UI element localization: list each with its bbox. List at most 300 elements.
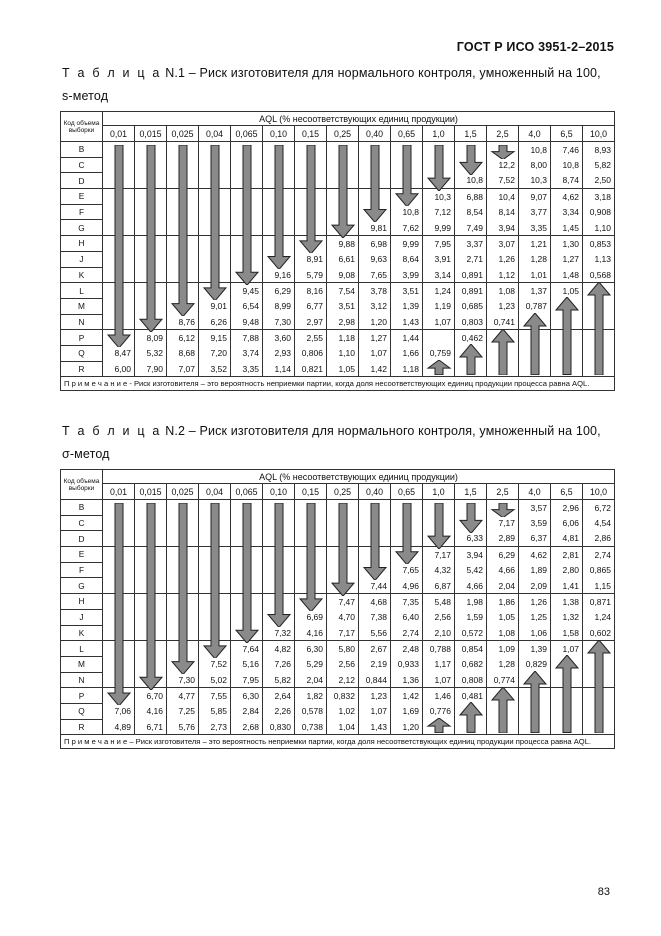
column-header: 1,0 [423, 126, 455, 142]
table-cell [199, 267, 231, 283]
row-label: Q [61, 345, 103, 361]
table-cell: 2,55 [295, 330, 327, 346]
table-cell: 0,803 [455, 314, 487, 330]
table-cell [199, 625, 231, 641]
column-header: 1,0 [423, 484, 455, 500]
table-cell: 6,33 [455, 531, 487, 547]
table-cell: 3,99 [391, 267, 423, 283]
row-label: E [61, 189, 103, 205]
table-cell: 2,74 [391, 625, 423, 641]
table-row [61, 688, 615, 704]
table-cell [231, 157, 263, 173]
table-cell [551, 672, 583, 688]
table-cell [263, 578, 295, 594]
table-cell: 10,3 [519, 173, 551, 189]
table-cell: 1,10 [583, 220, 615, 236]
table1-caption-prefix: Т а б л и ц а [62, 66, 162, 80]
table-cell: 6,88 [455, 189, 487, 205]
table-cell [263, 562, 295, 578]
row-label: L [61, 283, 103, 299]
table-cell: 0,865 [583, 562, 615, 578]
table-cell [327, 173, 359, 189]
table-cell: 0,602 [583, 625, 615, 641]
table-cell [487, 330, 519, 346]
table-row [61, 547, 615, 563]
table-cell [551, 345, 583, 361]
column-header: 0,065 [231, 126, 263, 142]
table-cell: 3,94 [455, 547, 487, 563]
table-cell [295, 531, 327, 547]
table-cell [231, 173, 263, 189]
table-cell [519, 672, 551, 688]
column-header: 6,5 [551, 126, 583, 142]
table-cell: 1,15 [583, 578, 615, 594]
table-cell [231, 531, 263, 547]
table-cell: 3,59 [519, 515, 551, 531]
table-cell: 3,34 [551, 204, 583, 220]
table-cell: 1,46 [423, 688, 455, 704]
table-cell [583, 672, 615, 688]
table-cell: 10,8 [391, 204, 423, 220]
table-cell [583, 703, 615, 719]
table-cell: 8,93 [583, 142, 615, 158]
table-cell: 4,54 [583, 515, 615, 531]
table-cell [135, 625, 167, 641]
table-cell: 6,00 [103, 361, 135, 377]
table-cell [167, 641, 199, 657]
row-label: M [61, 298, 103, 314]
table-cell: 5,32 [135, 345, 167, 361]
table-cell: 1,14 [263, 361, 295, 377]
table-cell: 0,568 [583, 267, 615, 283]
table-cell [231, 562, 263, 578]
table-cell: 1,06 [519, 625, 551, 641]
table-cell [263, 515, 295, 531]
table-cell: 0,891 [455, 267, 487, 283]
row-label: G [61, 578, 103, 594]
table-row [61, 578, 615, 594]
table-cell [103, 500, 135, 516]
table-cell [135, 562, 167, 578]
table-cell: 1,04 [327, 719, 359, 735]
table-row [61, 330, 615, 346]
row-label: D [61, 531, 103, 547]
table-cell: 3,77 [519, 204, 551, 220]
table-cell: 9,88 [327, 236, 359, 252]
table-cell: 7,44 [359, 578, 391, 594]
table-cell [487, 142, 519, 158]
table-cell: 1,89 [519, 562, 551, 578]
table-cell [455, 361, 487, 377]
table-cell: 8,64 [391, 251, 423, 267]
table-row [61, 515, 615, 531]
table-cell: 7,25 [167, 703, 199, 719]
table-cell [519, 314, 551, 330]
table-cell [167, 173, 199, 189]
table-cell [359, 515, 391, 531]
table-cell: 0,830 [263, 719, 295, 735]
table-cell: 2,74 [583, 547, 615, 563]
table-cell: 5,56 [359, 625, 391, 641]
table-cell [295, 236, 327, 252]
table-cell: 1,42 [359, 361, 391, 377]
table-cell [167, 189, 199, 205]
table-cell: 1,37 [519, 283, 551, 299]
table-cell [199, 515, 231, 531]
table-cell [263, 173, 295, 189]
note-label: П р и м е ч а н и е [64, 379, 128, 389]
table-cell [103, 157, 135, 173]
table-cell: 10,4 [487, 189, 519, 205]
column-header: 2,5 [487, 126, 519, 142]
table-cell: 4,66 [487, 562, 519, 578]
table-cell: 4,96 [391, 578, 423, 594]
table-cell: 1,08 [487, 283, 519, 299]
table-cell: 2,19 [359, 656, 391, 672]
table-cell [231, 547, 263, 563]
table-cell: 1,45 [551, 220, 583, 236]
table-cell [135, 189, 167, 205]
table-cell [391, 142, 423, 158]
table-cell: 3,57 [519, 500, 551, 516]
table-cell [263, 157, 295, 173]
row-label: M [61, 656, 103, 672]
table-cell [231, 515, 263, 531]
table-cell [231, 142, 263, 158]
table-cell: 6,30 [231, 688, 263, 704]
table-cell [199, 609, 231, 625]
table-note [61, 377, 615, 391]
row-label: K [61, 625, 103, 641]
table-cell [231, 220, 263, 236]
table-cell: 7,30 [263, 314, 295, 330]
table-cell: 6,87 [423, 578, 455, 594]
row-label: N [61, 672, 103, 688]
table-cell: 12,2 [487, 157, 519, 173]
table2-caption-prefix: Т а б л и ц а [62, 424, 162, 438]
table-cell: 9,01 [199, 298, 231, 314]
table-cell: 0,738 [295, 719, 327, 735]
table-cell: 7,64 [231, 641, 263, 657]
table-cell: 1,24 [423, 283, 455, 299]
table-row [61, 531, 615, 547]
table-cell [359, 547, 391, 563]
table-cell: 9,99 [391, 236, 423, 252]
table-cell [327, 189, 359, 205]
table-cell: 0,774 [487, 672, 519, 688]
table-cell: 1,12 [487, 267, 519, 283]
table-cell: 1,26 [519, 594, 551, 610]
table-cell: 8,14 [487, 204, 519, 220]
row-label: C [61, 157, 103, 173]
table-cell: 1,86 [487, 594, 519, 610]
table-cell: 3,51 [327, 298, 359, 314]
table-row [61, 500, 615, 516]
row-label: J [61, 609, 103, 625]
table-cell [295, 594, 327, 610]
table-cell [551, 298, 583, 314]
table-cell [199, 500, 231, 516]
table-cell [295, 189, 327, 205]
table-cell: 6,06 [551, 515, 583, 531]
table-cell [391, 547, 423, 563]
table-cell [103, 330, 135, 346]
table1-caption-method: s-метод [62, 89, 109, 103]
table-cell: 7,55 [199, 688, 231, 704]
table-cell: 2,56 [327, 656, 359, 672]
table-cell: 2,81 [551, 547, 583, 563]
table-cell [359, 562, 391, 578]
table-cell: 8,99 [263, 298, 295, 314]
table-cell [167, 500, 199, 516]
table-cell: 2,04 [295, 672, 327, 688]
table-cell [359, 204, 391, 220]
table-cell [455, 515, 487, 531]
table2-caption-text: N.2 – Риск изготовителя для нормального контроля, умноженный на 100, [161, 424, 601, 438]
table-cell: 0,759 [423, 345, 455, 361]
document-header: ГОСТ Р ИСО 3951-2–2015 [456, 40, 614, 54]
table-cell [103, 625, 135, 641]
table-cell [327, 562, 359, 578]
table-cell: 1,02 [327, 703, 359, 719]
table-cell: 2,12 [327, 672, 359, 688]
table-cell [455, 500, 487, 516]
table-cell: 6,37 [519, 531, 551, 547]
table-cell: 3,12 [359, 298, 391, 314]
table-cell: 4,81 [551, 531, 583, 547]
table-cell [327, 547, 359, 563]
row-label: G [61, 220, 103, 236]
table-cell: 6,29 [263, 283, 295, 299]
table-cell [295, 562, 327, 578]
table-cell [135, 547, 167, 563]
table-cell: 6,26 [199, 314, 231, 330]
table-cell: 7,38 [359, 609, 391, 625]
row-label: J [61, 251, 103, 267]
table-cell: 0,908 [583, 204, 615, 220]
table-cell: 1,01 [519, 267, 551, 283]
table-cell: 6,72 [583, 500, 615, 516]
row-label: B [61, 500, 103, 516]
table-cell [135, 283, 167, 299]
table-cell [551, 361, 583, 377]
table-cell [487, 345, 519, 361]
aql-header: AQL (% несоответствующих единиц продукции) [103, 470, 615, 484]
table-cell [327, 515, 359, 531]
note-text: - Риск изготовителя – это вероятность неприемки партии, когда доля несоответствующих единиц продукции процесса равна AQL. [127, 379, 590, 389]
table-cell [167, 531, 199, 547]
table2-caption [62, 424, 601, 438]
table1 [60, 111, 615, 391]
table-cell: 1,27 [359, 330, 391, 346]
table-cell [327, 142, 359, 158]
table-cell [231, 251, 263, 267]
column-header: 4,0 [519, 484, 551, 500]
table-cell: 7,17 [327, 625, 359, 641]
table-cell [263, 594, 295, 610]
table-cell [455, 157, 487, 173]
table-cell: 0,572 [455, 625, 487, 641]
table-cell [455, 703, 487, 719]
table-cell: 5,42 [455, 562, 487, 578]
table-cell: 9,15 [199, 330, 231, 346]
table-row [61, 220, 615, 236]
table-cell [167, 515, 199, 531]
table-cell: 1,13 [583, 251, 615, 267]
table-cell: 5,29 [295, 656, 327, 672]
table-cell: 1,39 [391, 298, 423, 314]
table-cell [135, 578, 167, 594]
row-label: D [61, 173, 103, 189]
table-cell: 6,98 [359, 236, 391, 252]
table-cell [423, 173, 455, 189]
table-row [61, 204, 615, 220]
row-label: P [61, 330, 103, 346]
table-cell [135, 656, 167, 672]
table-cell: 4,16 [295, 625, 327, 641]
table-cell [167, 220, 199, 236]
table-cell [423, 500, 455, 516]
table-cell: 0,853 [583, 236, 615, 252]
table-cell [167, 251, 199, 267]
table-cell: 8,16 [295, 283, 327, 299]
table-cell: 7,88 [231, 330, 263, 346]
column-header: 0,10 [263, 484, 295, 500]
table-cell: 8,76 [167, 314, 199, 330]
table-cell: 5,16 [231, 656, 263, 672]
table-cell: 1,42 [391, 688, 423, 704]
table-cell [583, 656, 615, 672]
table-cell: 2,89 [487, 531, 519, 547]
table-cell: 3,60 [263, 330, 295, 346]
table-cell: 0,462 [455, 330, 487, 346]
table-cell [487, 719, 519, 735]
table-cell: 4,62 [519, 547, 551, 563]
table-cell [295, 173, 327, 189]
table-cell [551, 688, 583, 704]
table-cell [583, 641, 615, 657]
table-cell [199, 173, 231, 189]
table-cell: 1,24 [583, 609, 615, 625]
row-label: B [61, 142, 103, 158]
table-cell [295, 157, 327, 173]
table-cell [327, 204, 359, 220]
table-cell: 5,80 [327, 641, 359, 657]
table-cell [103, 251, 135, 267]
table-cell [327, 500, 359, 516]
row-label: F [61, 562, 103, 578]
table-cell: 1,20 [359, 314, 391, 330]
note-label: П р и м е ч а н и е [64, 737, 128, 747]
table-cell: 0,788 [423, 641, 455, 657]
table-cell [135, 314, 167, 330]
table-cell [455, 142, 487, 158]
table-cell: 3,94 [487, 220, 519, 236]
table-row [61, 298, 615, 314]
table-cell: 6,40 [391, 609, 423, 625]
table-cell [135, 609, 167, 625]
table-cell [391, 500, 423, 516]
table-cell: 7,90 [135, 361, 167, 377]
row-label: P [61, 688, 103, 704]
table-cell: 1,39 [519, 641, 551, 657]
table-cell [199, 220, 231, 236]
table-cell: 1,10 [327, 345, 359, 361]
table-cell [583, 314, 615, 330]
table-cell: 7,52 [199, 656, 231, 672]
table-cell [103, 236, 135, 252]
table-cell [199, 578, 231, 594]
table-cell [263, 547, 295, 563]
column-header: 0,025 [167, 126, 199, 142]
aql-header: AQL (% несоответствующих единиц продукции) [103, 112, 615, 126]
table-cell: 0,871 [583, 594, 615, 610]
table-cell: 4,89 [103, 719, 135, 735]
table-cell: 7,65 [359, 267, 391, 283]
table-cell [359, 500, 391, 516]
table-cell: 1,28 [519, 251, 551, 267]
table-cell: 3,74 [231, 345, 263, 361]
table-cell [103, 283, 135, 299]
table-row [61, 594, 615, 610]
table-cell: 2,67 [359, 641, 391, 657]
table-cell [519, 345, 551, 361]
table-cell [167, 142, 199, 158]
table-cell [231, 609, 263, 625]
table-cell [135, 142, 167, 158]
table-cell [103, 314, 135, 330]
table-cell: 1,07 [423, 314, 455, 330]
table-cell [199, 531, 231, 547]
table-cell: 1,05 [487, 609, 519, 625]
table-cell [167, 656, 199, 672]
table-cell: 10,8 [519, 142, 551, 158]
column-header: 0,025 [167, 484, 199, 500]
table-cell [231, 204, 263, 220]
row-label: F [61, 204, 103, 220]
table-cell: 3,52 [199, 361, 231, 377]
column-header: 0,10 [263, 126, 295, 142]
table-cell [135, 204, 167, 220]
table-cell [135, 641, 167, 657]
table-cell [103, 547, 135, 563]
table-cell [423, 157, 455, 173]
table-cell: 0,854 [455, 641, 487, 657]
table-cell [487, 688, 519, 704]
table-cell: 0,933 [391, 656, 423, 672]
column-header: 0,015 [135, 126, 167, 142]
table-cell [551, 656, 583, 672]
table-cell: 1,44 [391, 330, 423, 346]
table-cell: 9,07 [519, 189, 551, 205]
table-cell: 4,66 [455, 578, 487, 594]
table-row [61, 609, 615, 625]
table-cell [263, 204, 295, 220]
table-cell [199, 562, 231, 578]
table-cell: 2,04 [487, 578, 519, 594]
code-header: Код объема выборки [61, 470, 103, 500]
table-cell [103, 656, 135, 672]
table-cell: 2,86 [583, 531, 615, 547]
table-cell: 2,84 [231, 703, 263, 719]
table-cell [551, 314, 583, 330]
table-cell [167, 157, 199, 173]
column-header: 0,65 [391, 126, 423, 142]
table-cell [167, 547, 199, 563]
table-cell: 1,48 [551, 267, 583, 283]
table-row [61, 345, 615, 361]
table-cell [295, 578, 327, 594]
